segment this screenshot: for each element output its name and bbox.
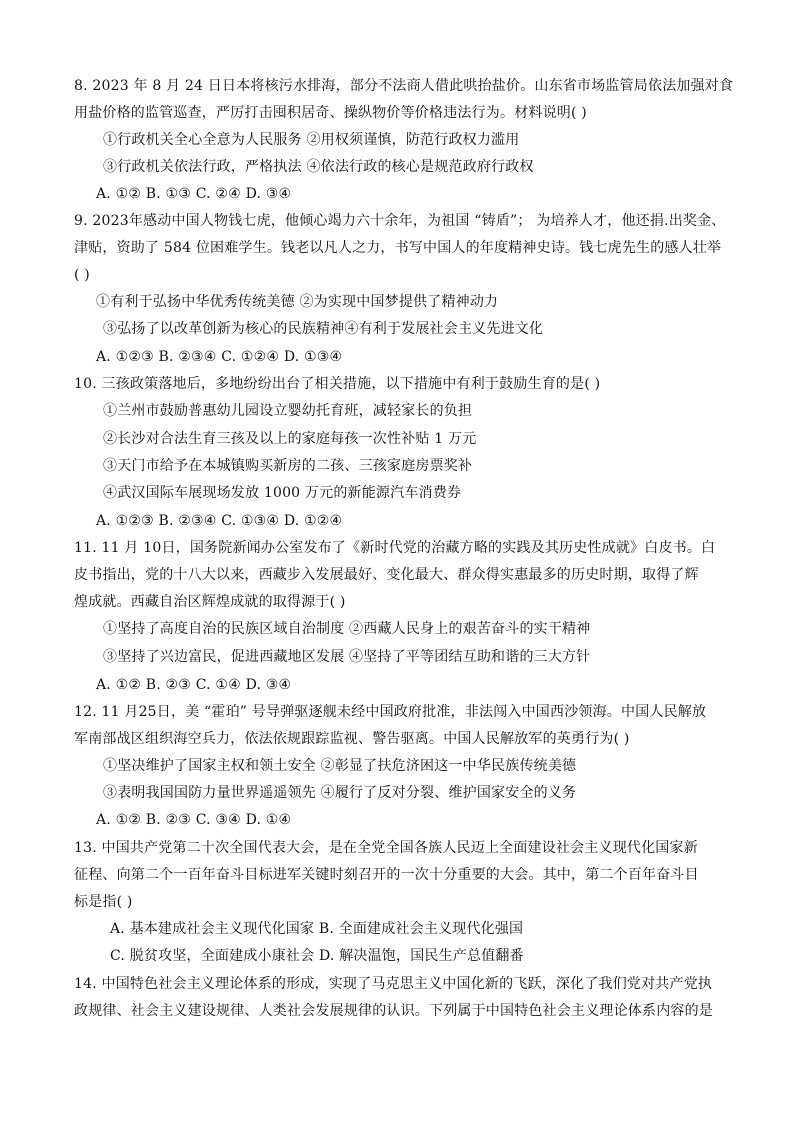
question-11-stem-line-1: 11. 11 月 10日，国务院新闻办公室发布了《新时代党的治藏方略的实践及其历史性成就》白皮书。白 (74, 540, 716, 556)
question-13-stem-line-3: 标是指( ) (74, 894, 133, 910)
question-13-stem-line-1: 13. 中国共产党第二十次全国代表大会，是在全党全国各族人民迈上全面建设社会主义现代化国家新 (74, 840, 698, 856)
question-10-stem-line-1: 10. 三孩政策落地后，多地纷纷出台了相关措施，以下措施中有利于鼓励生育的是( ) (74, 376, 601, 392)
question-14-stem-line-1: 14. 中国特色社会主义理论体系的形成，实现了马克思主义中国化新的飞跃，深化了我们党对共产党执 (74, 976, 713, 992)
question-11-option-line-2: ③坚持了兴边富民，促进西藏地区发展 ④坚持了平等团结互助和谐的三大方针 (103, 649, 591, 665)
question-9-stem-line-2: 津贴，资助了 584 位困难学生。钱老以凡人之力，书写中国人的年度精神史诗。钱七虎先生的感人壮举 (74, 240, 722, 256)
question-10-answers: A. ①②③ B. ②③④ C. ①③④ D. ①②④ (96, 513, 343, 529)
question-11-answers: A. ①② B. ②③ C. ①④ D. ③④ (96, 677, 292, 693)
question-11-option-line-1: ①坚持了高度自治的民族区域自治制度 ②西藏人民身上的艰苦奋斗的实干精神 (103, 621, 591, 637)
question-12-option-line-2: ③表明我国国防力量世界遥遥领先 ④履行了反对分裂、维护国家安全的义务 (103, 785, 577, 801)
question-13-stem-line-2: 征程、向第二个一百年奋斗目标进军关键时刻召开的一次十分重要的大会。其中，第二个百年奋斗目 (74, 867, 699, 883)
question-8-stem-line-1: 8. 2023 年 8 月 24 日日本将核污水排海，部分不法商人借此哄抬盐价。山东省市场监管局依法加强对食 (74, 78, 734, 94)
question-14-stem-line-2: 政规律、社会主义建设规律、人类社会发展规律的认识。下列属于中国特色社会主义理论体系内容的是 (74, 1003, 713, 1019)
question-12-stem-line-2: 军南部战区组织海空兵力，依法依规跟踪监视、警告驱离。中国人民解放军的英勇行为( ) (74, 731, 630, 747)
question-8-option-line-2: ③行政机关依法行政，严格执法 ④依法行政的核心是规范政府行政权 (103, 159, 534, 175)
question-8-answers: A. ①② B. ①③ C. ②④ D. ③④ (96, 186, 292, 202)
question-9-answers: A. ①②③ B. ②③④ C. ①②④ D. ①③④ (96, 349, 343, 365)
question-11-stem-line-2: 皮书指出，党的十八大以来，西藏步入发展最好、变化最大、群众得实惠最多的历史时期，取得了辉 (74, 567, 699, 583)
question-12-answers: A. ①② B. ②③ C. ③④ D. ①④ (96, 812, 292, 828)
question-9-option-line-2: ③弘扬了以改革创新为核心的民族精神④有利于发展社会主义先进文化 (103, 321, 544, 337)
question-9-stem-line-1: 9. 2023年感动中国人物钱七虎，他倾心竭力六十余年，为祖国 “铸盾”； 为培养人才，他还捐.出奖金、 (74, 213, 726, 229)
question-8-option-line-1: ①行政机关全心全意为人民服务 ②用权须谨慎，防范行政权力滥用 (103, 132, 520, 148)
question-13-option-line-1: A. 基本建成社会主义现代化国家 B. 全面建成社会主义现代化强国 (110, 921, 524, 937)
question-10-option-line-2: ②长沙对合法生育三孩及以上的家庭每孩一次性补贴 1 万元 (103, 431, 477, 447)
question-12-stem-line-1: 12. 11 月25日，美 “霍珀” 号导弹驱逐舰未经中国政府批准，非法闯入中国西沙领海。中国人民解放 (74, 704, 707, 720)
question-11-stem-line-3: 煌成就。西藏自治区辉煌成就的取得源于( ) (74, 594, 346, 610)
question-9-option-line-1: ①有利于弘扬中华优秀传统美德 ②为实现中国梦提供了精神动力 (96, 294, 499, 310)
question-10-option-line-1: ①兰州市鼓励普惠幼儿园设立婴幼托育班，减轻家长的负担 (103, 403, 473, 419)
question-10-option-line-4: ④武汉国际车展现场发放 1000 万元的新能源汽车消费券 (103, 485, 462, 501)
question-13-option-line-2: C. 脱贫攻坚，全面建成小康社会 D. 解决温饱，国民生产总值翻番 (110, 948, 524, 964)
question-12-option-line-1: ①坚决维护了国家主权和领土安全 ②彰显了扶危济困这一中华民族传统美德 (103, 758, 577, 774)
question-9-stem-line-3: ( ) (74, 267, 90, 283)
question-10-option-line-3: ③天门市给予在本城镇购买新房的二孩、三孩家庭房票奖补 (103, 458, 473, 474)
question-8-stem-line-2: 用盐价格的监管巡查，严厉打击囤积居奇、操纵物价等价格违法行为。材料说明( ) (74, 105, 587, 121)
